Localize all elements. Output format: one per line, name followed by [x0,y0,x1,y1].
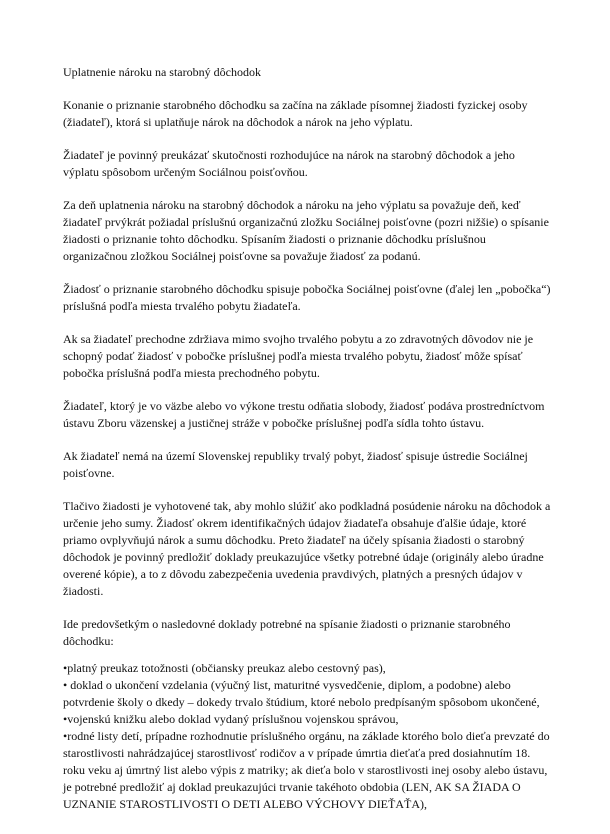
paragraph-application-start: Konanie o priznanie starobného dôchodku sa začína na základe písomnej žiadosti fyzickej osoby (žiadateľ), ktorá si uplatňuje nárok na dôchodok a nárok na jeho výplatu. [63,98,528,129]
document-title: Uplatnenie nároku na starobný dôchodok [63,65,261,79]
required-documents-list [63,660,553,813]
list-item: •rodné listy detí, prípadne rozhodnutie príslušného orgánu, na základe ktorého bolo dieťa prevzaté do starostlivosti nahrádzajúcej starostlivosť rodičov a v prípade úmrtia dieťaťa pred dosiahnutím 18. roku veku aj úmrtný list alebo výpis z matriky; ak dieťa bolo v starostlivosti inej osoby alebo ústavu, je potrebné predložiť aj doklad preukazujúci trvanie takéhoto obdobia (LEN, AK SA ŽIADA O UZNANIE STAROSTLIVOSTI O DETI ALEBO VÝCHOVY DIEŤAŤA), [63,729,550,811]
list-item: • doklad o ukončení vzdelania (výučný list, maturitné vysvedčenie, diplom, a podobne) alebo potvrdenie školy o dkedy – dokedy trvalo štúdium, ktoré nebolo predpísaným spôsobom ukončené, [63,678,540,709]
document-body [63,64,553,813]
paragraph-temporary-residence: Ak sa žiadateľ prechodne zdržiava mimo svojho trvalého pobytu a zo zdravotných dôvodov nie je schopný podať žiadosť v pobočke príslušnej podľa miesta trvalého pobytu, žiadosť môže spísať pobočka príslušná podľa miesta prechodného pobytu. [63,332,534,380]
paragraph-branch-residence: Žiadosť o priznanie starobného dôchodku spisuje pobočka Sociálnej poisťovne (ďalej len „pobočka“) príslušná podľa miesta trvalého pobytu žiadateľa. [63,282,551,313]
list-item: •platný preukaz totožnosti (občiansky preukaz alebo cestovný pas), [63,661,386,675]
paragraph-custody: Žiadateľ, ktorý je vo väzbe alebo vo výkone trestu odňatia slobody, žiadosť podáva prostredníctvom ústavu Zboru väzenskej a justičnej stráže v pobočke príslušnej podľa sídla tohto ústavu. [63,399,545,430]
paragraph-documents-intro: Ide predovšetkým o nasledovné doklady potrebné na spísanie žiadosti o priznanie starobného dôchodku: [63,617,511,648]
paragraph-no-residence: Ak žiadateľ nemá na území Slovenskej republiky trvalý pobyt, žiadosť spisuje ústredie Sociálnej poisťovne. [63,449,528,480]
list-item: •vojenskú knižku alebo doklad vydaný príslušnou vojenskou správou, [63,712,399,726]
paragraph-applicant-duty: Žiadateľ je povinný preukázať skutočnosti rozhodujúce na nárok na starobný dôchodok a jeho výplatu spôsobom určeným Sociálnou poisťovňou. [63,148,515,179]
paragraph-form-purpose: Tlačivo žiadosti je vyhotovené tak, aby mohlo slúžiť ako podkladná posúdenie nároku na dôchodok a určenie jeho sumy. Žiadosť okrem identifikačných údajov žiadateľa obsahuje ďalšie údaje, ktoré priamo ovplyvňujú nárok a sumu dôchodku. Preto žiadateľ na účely spísania žiadosti o starobný dôchodok je povinný predložiť doklady preukazujúce všetky potrebné údaje (originály alebo úradne overené kópie), a to z dôvodu zabezpečenia uvedenia pravdivých, platných a presných údajov v žiadosti. [63,499,551,598]
paragraph-application-date: Za deň uplatnenia nároku na starobný dôchodok a nároku na jeho výplatu sa považuje deň, keď žiadateľ prvýkrát požiadal príslušnú organizačnú zložku Sociálnej poisťovne (pozri nižšie) o spísanie žiadosti o priznanie tohto dôchodku. Spísaním žiadosti o priznanie dôchodku príslušnou organizačnou zložkou Sociálnej poisťovne sa považuje žiadosť za podanú. [63,198,549,263]
